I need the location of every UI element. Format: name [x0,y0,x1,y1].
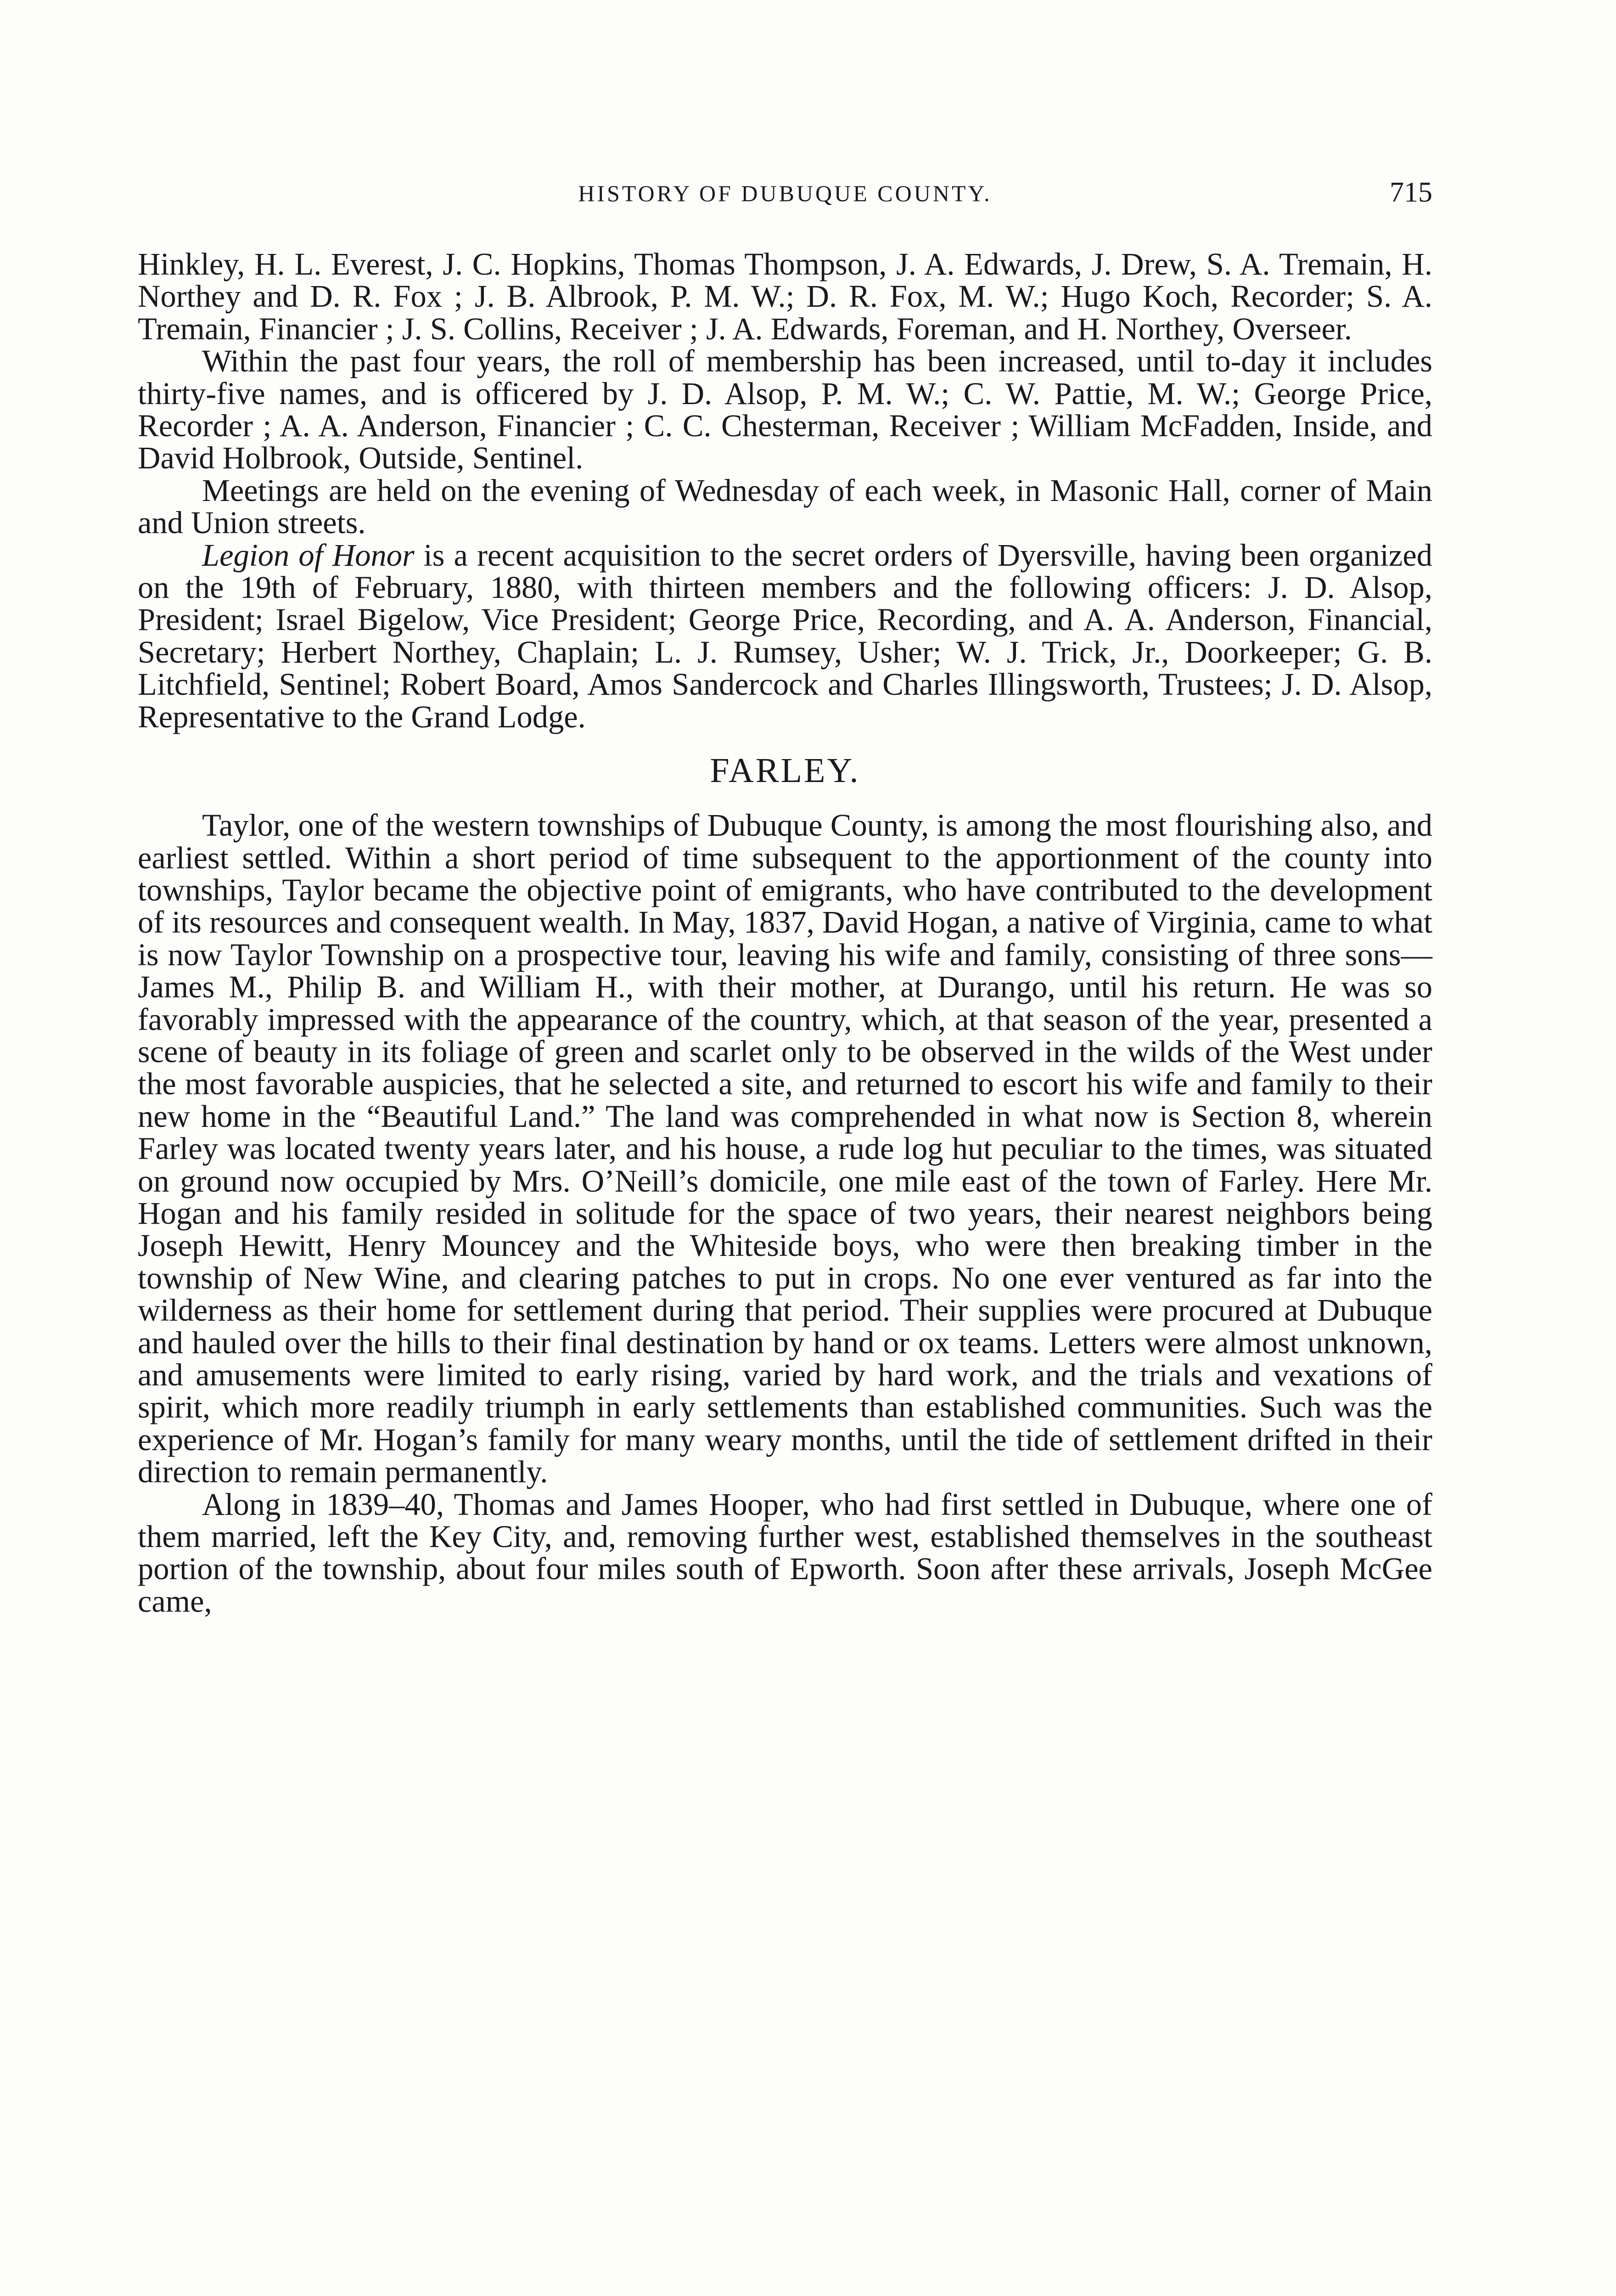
section-heading-farley: FARLEY. [710,751,860,790]
paragraph-taylor-township: Taylor, one of the western townships of Dubuque County, is among the most flourishing also, and earliest settled. Within a short period of time subsequent to the apportionment of the county into townships, Taylor became the objective point of emigrants, who have contributed to the development of its resources and consequent wealth. In May, 1837, David Hogan, a native of Virginia, came to what is now Taylor Township on a prospective tour, leaving his wife and family, consisting of three sons—James M., Philip B. and William H., with their mother, at Durango, until his return. He was so favorably impressed with the appearance of the country, which, at that season of the year, presented a scene of beauty in its foliage of green and scarlet only to be observed in the wilds of the West under the most favorable auspicies, that he selected a site, and returned to escort his wife and family to their new home in the “Beautiful Land.” The land was comprehended in what now is Section 8, wherein Farley was located twenty years later, and his house, a rude log hut peculiar to the times, was situated on ground now occupied by Mrs. O’Neill’s domicile, one mile east of the town of Farley. Here Mr. Hogan and his family resided in solitude for the space of two years, their nearest neighbors being Joseph Hewitt, Henry Mouncey and the Whiteside boys, who were then breaking timber in the township of New Wine, and clearing patches to put in crops. No one ever ventured as far into the wilderness as their home for settlement during that period. Their supplies were procured at Dubuque and hauled over the hills to their final destination by hand or ox teams. Letters were almost unknown, and amusements were limited to early rising, varied by hard work, and the trials and vexations of spirit, which more readily triumph in early settlements than established communities. Such was the experience of Mr. Hogan’s family for many weary months, until the tide of settlement drifted in their direction to remain permanently. [138,808,1432,1490]
page-number: 715 [1390,177,1432,208]
legion-of-honor-lead: Legion of Honor [202,537,415,573]
running-title: HISTORY OF DUBUQUE COUNTY. [578,180,992,206]
paragraph-legion-of-honor [138,539,1432,733]
legion-of-honor-text: is a recent acquisition to the secret orders of Dyersville, having been organized on the 19th of February, 1880, with thirteen members and the following officers: J. D. Alsop, President; Israel Bigelow, Vice President; George Price, Recording, and A. A. Anderson, Financial, Secretary; Herbert Northey, Chaplain; L. J. Rumsey, Usher; W. J. Trick, Jr., Doorkeeper; G. B. Litchfield, Sentinel; Robert Board, Amos Sandercock and Charles Illingsworth, Trustees; J. D. Alsop, Representative to the Grand Lodge. [138,537,1432,734]
running-head [138,177,1432,217]
body-text [138,248,1432,1617]
paragraph-continuation: Hinkley, H. L. Everest, J. C. Hopkins, Thomas Thompson, J. A. Edwards, J. Drew, S. A. Tremain, H. Northey and D. R. Fox ; J. B. Albrook, P. M. W.; D. R. Fox, M. W.; Hugo Koch, Recorder; S. A. Tremain, Financier ; J. S. Collins, Receiver ; J. A. Edwards, Foreman, and H. Northey, Overseer. [138,247,1432,346]
paragraph-membership: Within the past four years, the roll of membership has been increased, until to-day it includes thirty-five names, and is officered by J. D. Alsop, P. M. W.; C. W. Pattie, M. W.; George Price, Recorder ; A. A. Anderson, Financier ; C. C. Chesterman, Receiver ; William McFadden, Inside, and David Holbrook, Outside, Sentinel. [138,343,1432,476]
paragraph-meetings: Meetings are held on the evening of Wednesday of each week, in Masonic Hall, corner of Main and Union streets. [138,473,1432,540]
paragraph-hooper-arrival: Along in 1839–40, Thomas and James Hooper, who had first settled in Dubuque, where one of them married, left the Key City, and, removing further west, established themselves in the southeast portion of the township, about four miles south of Epworth. Soon after these arrivals, Joseph McGee came, [138,1486,1432,1619]
